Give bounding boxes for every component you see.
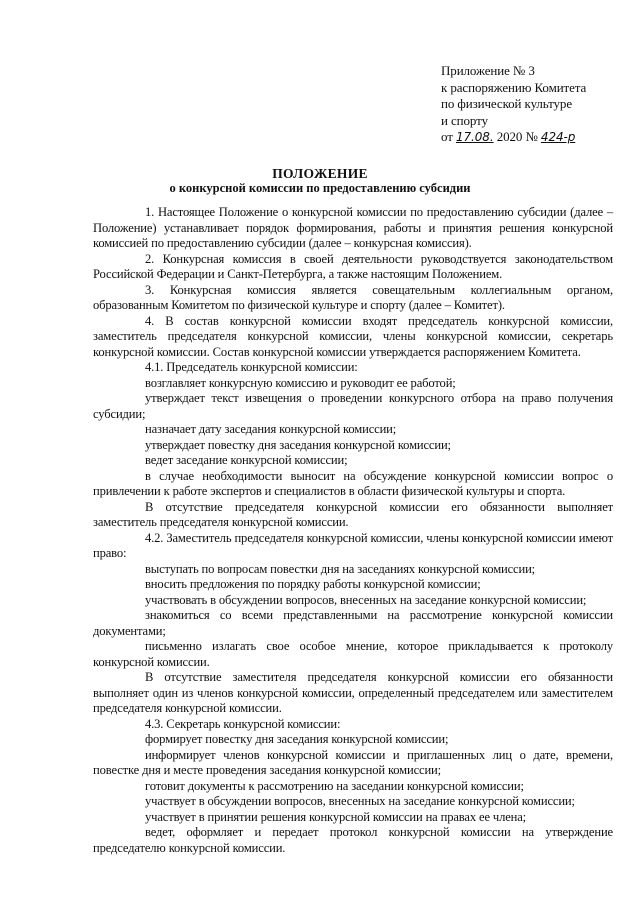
appendix-line-2: к распоряжению Комитета	[441, 79, 587, 95]
paragraph: ведет, оформляет и передает протокол конкурсной комиссии на утверждение председателю конкурсной комиссии.	[93, 825, 613, 855]
paragraph: 4.2. Заместитель председателя конкурсной комиссии, члены конкурсной комиссии имеют право:	[93, 530, 613, 560]
document-subtitle: о конкурсной комиссии по предоставлению субсидии	[169, 181, 471, 195]
paragraph: знакомиться со всеми представленными на рассмотрение конкурсной комиссии документами;	[93, 608, 613, 638]
paragraph: информирует членов конкурсной комиссии и приглашенных лиц о дате, времени, повестке дня и месте проведения заседания конкурсной комиссии;	[93, 747, 613, 777]
paragraph: В отсутствие заместителя председателя конкурсной комиссии его обязанности выполняет один из членов конкурсной комиссии, определенный председателем или заместителем председателя конкурсной комиссии.	[93, 670, 613, 715]
document-title: ПОЛОЖЕНИЕ	[272, 166, 368, 181]
appendix-line-3: по физической культуре	[441, 96, 573, 111]
year-number-label: 2020 №	[496, 129, 538, 144]
appendix-date-line	[441, 129, 586, 146]
paragraph: письменно излагать свое особое мнение, которое прикладывается к протоколу конкурсной комиссии.	[93, 639, 613, 669]
paragraph: возглавляет конкурсную комиссию и руководит ее работой;	[145, 375, 456, 390]
paragraph: вносить предложения по порядку работы конкурсной комиссии;	[145, 577, 481, 591]
paragraph: ведет заседание конкурсной комиссии;	[145, 453, 348, 467]
handwritten-date: 17.08.	[455, 130, 494, 144]
paragraph: утверждает текст извещения о проведении конкурсного отбора на право получения субсидии;	[93, 391, 613, 421]
paragraph: утверждает повестку дня заседания конкурсной комиссии;	[145, 437, 451, 452]
appendix-line-4: и спорту	[441, 112, 488, 128]
paragraph: готовит документы к рассмотрению на заседании конкурсной комиссии;	[145, 778, 524, 793]
appendix-header	[441, 63, 586, 146]
handwritten-number: 424-р	[540, 130, 576, 144]
paragraph: в случае необходимости выносит на обсуждение конкурсной комиссии вопрос о привлечении к работе экспертов и специалистов в области физической культуры и спорта.	[93, 468, 613, 498]
paragraph: участвует в обсуждении вопросов, внесенных на заседание конкурсной комиссии;	[145, 794, 575, 808]
paragraph: 1. Настоящее Положение о конкурсной комиссии по предоставлению субсидии (далее – Положение) устанавливает порядок формирования, работы и принятия решения конкурсной комиссией по предоставлению субсидии (далее – конкурсная комиссия).	[93, 205, 613, 250]
document-body	[93, 205, 613, 856]
paragraph: 2. Конкурсная комиссия в своей деятельности руководствуется законодательством Российской Федерации и Санкт-Петербурга, а также настоящим Положением.	[93, 251, 613, 281]
paragraph: 4.3. Секретарь конкурсной комиссии:	[145, 716, 341, 731]
paragraph: назначает дату заседания конкурсной комиссии;	[145, 422, 397, 436]
paragraph: В отсутствие председателя конкурсной комиссии его обязанности выполняет заместитель председателя конкурсной комиссии.	[93, 499, 613, 529]
paragraph: участвовать в обсуждении вопросов, внесенных на заседание конкурсной комиссии;	[145, 592, 587, 607]
paragraph: выступать по вопросам повестки дня на заседаниях конкурсной комиссии;	[145, 561, 536, 576]
paragraph: 4. В состав конкурсной комиссии входят председатель конкурсной комиссии, заместитель председателя конкурсной комиссии, члены конкурсной комиссии, секретарь конкурсной комиссии. Состав конкурсной комиссии утверждается распоряжением Комитета.	[93, 313, 613, 359]
appendix-line-1: Приложение № 3	[441, 63, 535, 78]
paragraph: 4.1. Председатель конкурсной комиссии:	[145, 360, 358, 374]
paragraph: формирует повестку дня заседания конкурсной комиссии;	[145, 732, 449, 746]
paragraph: 3. Конкурсная комиссия является совещательным коллегиальным органом, образованным Комитетом по физической культуре и спорту (далее – Комитет).	[93, 282, 613, 312]
date-prefix: от	[441, 129, 453, 144]
paragraph: участвует в принятии решения конкурсной комиссии на правах ее члена;	[145, 809, 527, 824]
